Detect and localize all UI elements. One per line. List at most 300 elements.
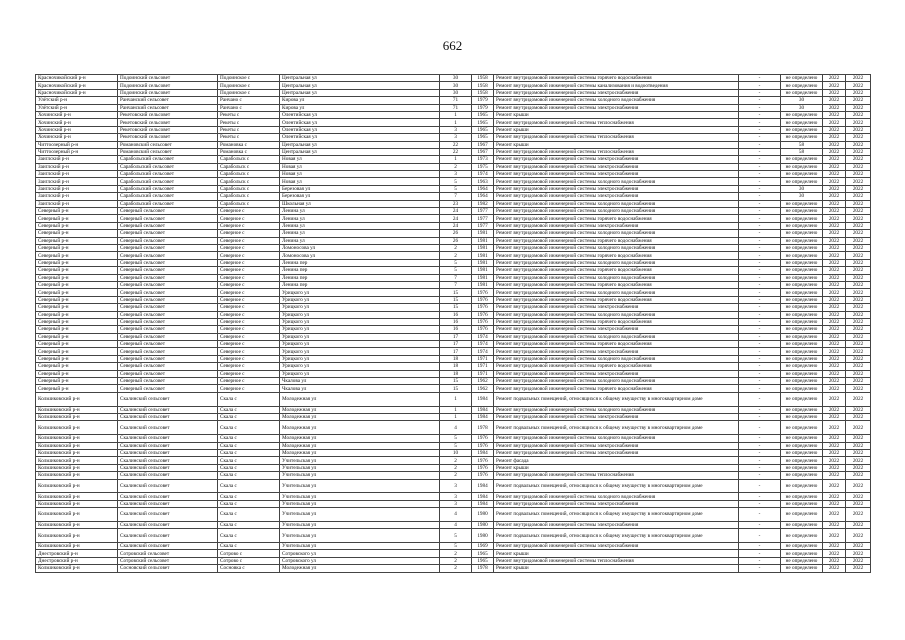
cell-cost: - [739,442,781,449]
cell-cost: - [739,267,781,274]
cell-plan-end: 2022 [846,508,871,522]
cell-locality: Северное с [218,311,280,318]
table-row [36,435,871,442]
cell-street: Олентийская ул [280,134,440,141]
cell-year: 1984 [472,449,494,456]
cell-area: не определено [781,244,823,251]
cell-year: 1981 [472,259,494,266]
cell-settlement: Сарабольский сельсовет [118,193,218,200]
cell-settlement: Сарабольский сельсовет [118,185,218,192]
cell-plan-start: 2022 [823,281,846,288]
cell-house: 17 [440,333,472,340]
cell-year: 1962 [472,385,494,392]
cell-house: 18 [440,363,472,370]
cell-plan-end: 2022 [846,289,871,296]
cell-plan-start: 2022 [823,355,846,362]
cell-cost: - [739,289,781,296]
table-row [36,119,871,126]
cell-locality: Рекеты с [218,126,280,133]
cell-plan-start: 2022 [823,148,846,155]
cell-cost: - [739,550,781,557]
cell-locality: Северное с [218,281,280,288]
cell-work-type: Ремонт внутридомовой инженерной системы горячего водоснабжения [494,237,739,244]
cell-plan-start: 2022 [823,449,846,456]
cell-house: 30 [440,82,472,89]
cell-street: Школьная ул [280,200,440,207]
table-row [36,326,871,333]
table-row [36,252,871,259]
cell-district: Северный р-н [36,222,118,229]
cell-year: 1965 [472,550,494,557]
cell-year: 1979 [472,104,494,111]
cell-district: Кольчиковский р-н [36,529,118,543]
cell-area: не определено [781,252,823,259]
cell-plan-end: 2022 [846,521,871,528]
cell-locality: Скала с [218,392,280,406]
cell-locality: Северное с [218,355,280,362]
cell-district: Северный р-н [36,318,118,325]
cell-plan-end: 2022 [846,89,871,96]
cell-plan-end: 2022 [846,550,871,557]
cell-district: Кольчиковский р-н [36,521,118,528]
cell-cost: - [739,557,781,564]
cell-settlement: Романовский сельсовет [118,148,218,155]
cell-year: 1977 [472,215,494,222]
cell-district: Красночикойский р-н [36,89,118,96]
cell-area: не определено [781,89,823,96]
table-row [36,521,871,528]
cell-plan-end: 2022 [846,185,871,192]
table-row [36,318,871,325]
cell-street: Учительская ул [280,493,440,500]
cell-area: не определено [781,543,823,550]
cell-area: не определено [781,171,823,178]
cell-work-type: Ремонт внутридомовой инженерной системы холодного водоснабжения [494,289,739,296]
cell-district: Читтоозерный р-н [36,141,118,148]
cell-settlement: Северный сельсовет [118,341,218,348]
cell-street: Ленина ул [280,222,440,229]
cell-cost: - [739,252,781,259]
cell-cost: - [739,237,781,244]
cell-area: не определено [781,348,823,355]
cell-year: 1984 [472,500,494,507]
cell-cost: - [739,326,781,333]
table-row [36,156,871,163]
cell-settlement: Романовский сельсовет [118,141,218,148]
cell-settlement: Сарабольский сельсовет [118,163,218,170]
cell-house: 1 [440,413,472,420]
cell-district: Северный р-н [36,208,118,215]
cell-locality: Скала с [218,521,280,528]
cell-street: Олентийская ул [280,119,440,126]
cell-year: 1981 [472,267,494,274]
cell-locality: Сарабольск с [218,156,280,163]
cell-house: 3 [440,500,472,507]
cell-house: 4 [440,508,472,522]
cell-plan-start: 2022 [823,421,846,435]
cell-cost: - [739,82,781,89]
cell-area: не определено [781,274,823,281]
cell-district: Северный р-н [36,333,118,340]
cell-house: 30 [440,75,472,82]
cell-street: Чкалова ул [280,378,440,385]
cell-settlement: Северный сельсовет [118,370,218,377]
cell-house: 5 [440,259,472,266]
cell-house: 1 [440,406,472,413]
cell-street: Учительская ул [280,472,440,479]
cell-district: Кольчиковский р-н [36,479,118,493]
table-row [36,193,871,200]
cell-house: 5 [440,178,472,185]
cell-year: 1974 [472,341,494,348]
cell-area: не определено [781,215,823,222]
cell-cost: - [739,493,781,500]
cell-work-type: Ремонт внутридомовой инженерной системы электроснабжения [494,326,739,333]
cell-district: Северный р-н [36,259,118,266]
cell-work-type: Ремонт внутридомовой инженерной системы теплоснабжения [494,557,739,564]
cell-plan-start: 2022 [823,304,846,311]
cell-plan-start: 2022 [823,237,846,244]
table-row [36,244,871,251]
cell-plan-end: 2022 [846,363,871,370]
cell-street: Урицкого ул [280,355,440,362]
cell-street: Ленина пер [280,274,440,281]
cell-house: 5 [440,185,472,192]
cell-district: Кольчиковский р-н [36,500,118,507]
cell-house: 5 [440,529,472,543]
cell-year: 1975 [472,163,494,170]
cell-settlement: Скалинский сельсовет [118,543,218,550]
cell-district: Хочинский р-н [36,111,118,118]
cell-house: 3 [440,479,472,493]
cell-settlement: Северный сельсовет [118,333,218,340]
cell-plan-start: 2022 [823,311,846,318]
cell-work-type: Ремонт внутридомовой инженерной системы горячего водоснабжения [494,252,739,259]
cell-area: не определено [781,529,823,543]
cell-locality: Северное с [218,222,280,229]
cell-street: Учительская ул [280,479,440,493]
cell-year: 1981 [472,252,494,259]
cell-cost: - [739,156,781,163]
cell-district: Кольчиковский р-н [36,442,118,449]
cell-district: Северный р-н [36,296,118,303]
table-row [36,134,871,141]
cell-area: не определено [781,370,823,377]
cell-district: Кольчиковский р-н [36,435,118,442]
cell-district: Северный р-н [36,363,118,370]
cell-area: не определено [781,341,823,348]
cell-district: Кольчиковский р-н [36,421,118,435]
cell-locality: Северное с [218,215,280,222]
cell-district: Северный р-н [36,370,118,377]
cell-area: не определено [781,208,823,215]
cell-area: не определено [781,111,823,118]
cell-cost: - [739,392,781,406]
page-number: 662 [442,38,463,53]
cell-locality: Северное с [218,326,280,333]
cell-plan-end: 2022 [846,126,871,133]
table-row [36,171,871,178]
cell-settlement: Скалинский сельсовет [118,508,218,522]
cell-cost: - [739,421,781,435]
cell-settlement: Северный сельсовет [118,259,218,266]
cell-street: Учительская ул [280,464,440,471]
cell-locality: Северное с [218,274,280,281]
cell-locality: Рекеты с [218,111,280,118]
cell-locality: Сарабольск с [218,178,280,185]
cell-settlement: Скалинский сельсовет [118,464,218,471]
cell-locality: Сосновка с [218,565,280,572]
cell-district: Красночикойский р-н [36,75,118,82]
cell-work-type: Ремонт внутридомовой инженерной системы электроснабжения [494,156,739,163]
cell-street: Новая ул [280,178,440,185]
cell-plan-start: 2022 [823,222,846,229]
cell-area: не определено [781,200,823,207]
cell-work-type: Ремонт внутридомовой инженерной системы электроснабжения [494,89,739,96]
cell-cost: - [739,89,781,96]
cell-plan-end: 2022 [846,274,871,281]
cell-settlement: Скалинский сельсовет [118,435,218,442]
cell-locality: Северное с [218,259,280,266]
table-row [36,529,871,543]
cell-settlement: Северный сельсовет [118,274,218,281]
cell-plan-start: 2022 [823,479,846,493]
cell-plan-start: 2022 [823,289,846,296]
cell-year: 1976 [472,289,494,296]
cell-district: Северный р-н [36,355,118,362]
cell-plan-start: 2022 [823,185,846,192]
cell-street: Учительская ул [280,500,440,507]
cell-cost: - [739,126,781,133]
cell-locality: Скала с [218,543,280,550]
cell-street: Ленина ул [280,215,440,222]
cell-plan-start: 2022 [823,267,846,274]
cell-cost: - [739,178,781,185]
cell-area: не определено [781,442,823,449]
cell-street: Молодежная ул [280,392,440,406]
cell-cost: - [739,378,781,385]
cell-work-type: Ремонт внутридомовой инженерной системы холодного водоснабжения [494,333,739,340]
cell-district: Северный р-н [36,281,118,288]
cell-cost: - [739,185,781,192]
cell-locality: Скала с [218,508,280,522]
cell-work-type: Ремонт внутридомовой инженерной системы электроснабжения [494,521,739,528]
cell-work-type: Ремонт внутридомовой инженерной системы горячего водоснабжения [494,341,739,348]
cell-year: 1976 [472,472,494,479]
cell-district: Кольчиковский р-н [36,464,118,471]
table-row [36,333,871,340]
cell-work-type: Ремонт подвальных помещений, относящихся к общему имуществу в многоквартирном доме [494,421,739,435]
cell-year: 1984 [472,406,494,413]
cell-plan-end: 2022 [846,413,871,420]
cell-street: Урицкого ул [280,311,440,318]
cell-street: Центральная ул [280,141,440,148]
cell-street: Урицкого ул [280,304,440,311]
cell-house: 3 [440,171,472,178]
cell-plan-end: 2022 [846,119,871,126]
cell-settlement: Сотровский сельсовет [118,550,218,557]
cell-cost: - [739,281,781,288]
cell-district: Северный р-н [36,267,118,274]
cell-year: 1979 [472,97,494,104]
cell-cost: - [739,171,781,178]
cell-house: 15 [440,289,472,296]
cell-area: 30 [781,104,823,111]
cell-plan-end: 2022 [846,385,871,392]
cell-cost: - [739,215,781,222]
cell-plan-start: 2022 [823,163,846,170]
cell-work-type: Ремонт крыши [494,565,739,572]
cell-street: Кирова ул [280,97,440,104]
cell-house: 26 [440,237,472,244]
cell-year: 1977 [472,208,494,215]
cell-area: не определено [781,230,823,237]
cell-house: 16 [440,318,472,325]
cell-plan-start: 2022 [823,385,846,392]
cell-settlement: Сарабольский сельсовет [118,156,218,163]
cell-cost: - [739,529,781,543]
cell-locality: Скала с [218,413,280,420]
cell-settlement: Северный сельсовет [118,304,218,311]
cell-plan-start: 2022 [823,378,846,385]
cell-street: Центральная ул [280,75,440,82]
table-row [36,230,871,237]
cell-year: 1971 [472,363,494,370]
cell-settlement: Скалинский сельсовет [118,442,218,449]
cell-settlement: Северный сельсовет [118,311,218,318]
cell-year: 1973 [472,156,494,163]
table-row [36,442,871,449]
cell-plan-end: 2022 [846,208,871,215]
cell-work-type: Ремонт внутридомовой инженерной системы холодного водоснабжения [494,200,739,207]
cell-plan-end: 2022 [846,156,871,163]
cell-street: Березовая ул [280,185,440,192]
cell-house: 5 [440,435,472,442]
cell-street: Новая ул [280,156,440,163]
cell-area: не определено [781,550,823,557]
cell-work-type: Ремонт внутридомовой инженерной системы холодного водоснабжения [494,274,739,281]
cell-plan-end: 2022 [846,378,871,385]
cell-locality: Северное с [218,333,280,340]
table-row [36,141,871,148]
cell-year: 1976 [472,326,494,333]
table-row [36,296,871,303]
cell-work-type: Ремонт крыши [494,126,739,133]
cell-cost: - [739,472,781,479]
cell-plan-start: 2022 [823,134,846,141]
cell-house: 2 [440,565,472,572]
table-row [36,289,871,296]
cell-work-type: Ремонт внутридомовой инженерной системы холодного водоснабжения [494,435,739,442]
cell-area: не определено [781,472,823,479]
cell-locality: Скала с [218,421,280,435]
cell-house: 2 [440,457,472,464]
cell-year: 1976 [472,304,494,311]
cell-locality: Сарабольск с [218,171,280,178]
cell-plan-start: 2022 [823,171,846,178]
cell-locality: Сарабольск с [218,163,280,170]
cell-year: 1974 [472,333,494,340]
cell-area: не определено [781,392,823,406]
cell-work-type: Ремонт внутридомовой инженерной системы холодного водоснабжения [494,208,739,215]
cell-house: 1 [440,119,472,126]
cell-locality: Северное с [218,244,280,251]
cell-plan-start: 2022 [823,156,846,163]
cell-plan-start: 2022 [823,341,846,348]
cell-plan-end: 2022 [846,215,871,222]
table-row [36,126,871,133]
table-row [36,281,871,288]
cell-cost: - [739,543,781,550]
cell-area: не определено [781,565,823,572]
cell-street: Учительская ул [280,457,440,464]
cell-work-type: Ремонт внутридомовой инженерной системы электроснабжения [494,500,739,507]
cell-plan-start: 2022 [823,208,846,215]
cell-area: не определено [781,126,823,133]
cell-plan-start: 2022 [823,200,846,207]
cell-plan-end: 2022 [846,557,871,564]
cell-locality: Северное с [218,341,280,348]
cell-cost: - [739,230,781,237]
cell-plan-end: 2022 [846,435,871,442]
cell-area: не определено [781,281,823,288]
cell-area: не определено [781,508,823,522]
cell-work-type: Ремонт внутридомовой инженерной системы холодного водоснабжения [494,493,739,500]
cell-area: не определено [781,318,823,325]
cell-plan-start: 2022 [823,215,846,222]
cell-locality: Романовка с [218,141,280,148]
cell-plan-end: 2022 [846,392,871,406]
cell-plan-start: 2022 [823,457,846,464]
cell-plan-end: 2022 [846,500,871,507]
cell-settlement: Скалинский сельсовет [118,421,218,435]
cell-plan-end: 2022 [846,406,871,413]
cell-cost: - [739,104,781,111]
cell-settlement: Скалинский сельсовет [118,413,218,420]
cell-street: Урицкого ул [280,370,440,377]
cell-cost: - [739,75,781,82]
table-row [36,82,871,89]
cell-settlement: Скалинский сельсовет [118,521,218,528]
cell-house: 23 [440,200,472,207]
cell-year: 1981 [472,230,494,237]
table-row [36,500,871,507]
cell-house: 15 [440,385,472,392]
cell-work-type: Ремонт внутридомовой инженерной системы горячего водоснабжения [494,267,739,274]
cell-year: 1980 [472,521,494,528]
cell-settlement: Рекетовский сельсовет [118,126,218,133]
cell-settlement: Северный сельсовет [118,215,218,222]
cell-plan-start: 2022 [823,508,846,522]
cell-house: 3 [440,126,472,133]
cell-plan-start: 2022 [823,244,846,251]
cell-plan-end: 2022 [846,244,871,251]
cell-street: Центральная ул [280,82,440,89]
cell-locality: Скала с [218,493,280,500]
cell-street: Ленина пер [280,267,440,274]
cell-plan-start: 2022 [823,464,846,471]
cell-settlement: Северный сельсовет [118,267,218,274]
cell-district: Заиглский р-н [36,185,118,192]
cell-plan-end: 2022 [846,565,871,572]
table-row [36,237,871,244]
cell-locality: Сарабольск с [218,200,280,207]
cell-street: Ленина пер [280,259,440,266]
cell-year: 1962 [472,378,494,385]
cell-street: Сотровского ул [280,550,440,557]
cell-settlement: Северный сельсовет [118,230,218,237]
cell-street: Молодежная ул [280,406,440,413]
